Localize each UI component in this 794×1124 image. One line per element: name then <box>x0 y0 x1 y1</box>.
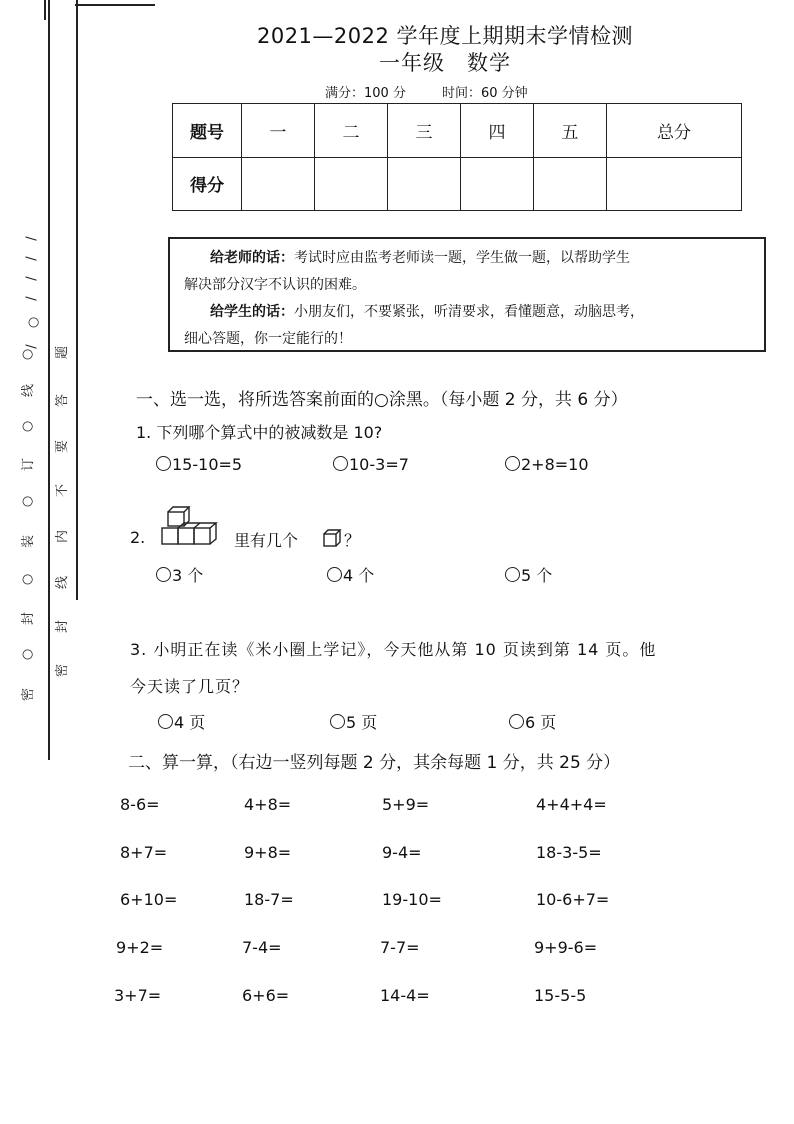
calc-item: 10-6+7= <box>536 890 610 909</box>
q2-option-b[interactable] <box>327 563 374 586</box>
calc-item: 6+10= <box>120 890 178 909</box>
question-2-text-after: ？ <box>344 531 361 550</box>
score-header-cell: 一 <box>242 104 315 158</box>
answer-circle-icon[interactable] <box>505 456 520 471</box>
answer-circle-icon[interactable] <box>505 567 520 582</box>
margin-char: 题 <box>55 345 71 360</box>
q2-option-c[interactable] <box>505 563 552 586</box>
score-blank-cell[interactable] <box>387 157 460 211</box>
calc-item: 9+2= <box>116 938 164 957</box>
score-table <box>172 103 742 211</box>
binding-line-2 <box>48 0 50 760</box>
margin-char: / <box>24 344 40 349</box>
cubes-figure-icon <box>158 506 224 548</box>
q3-option-c[interactable] <box>509 710 556 733</box>
q1-option-a[interactable] <box>156 455 242 474</box>
answer-circle-icon[interactable] <box>156 456 171 471</box>
calc-item: 19-10= <box>382 890 442 909</box>
margin-char: / <box>24 236 40 241</box>
question-2-text <box>234 528 298 551</box>
margin-char: 线 <box>55 575 71 590</box>
calc-item: 5+9= <box>382 795 430 814</box>
section1-heading: 一、选一选，将所选答案前面的○涂黑。（每小题 2 分，共 6 分） <box>136 390 628 410</box>
calc-item: 6+6= <box>242 986 290 1005</box>
score-blank-cell[interactable] <box>314 157 387 211</box>
teacher-note-cont: 解决部分汉字不认识的困难。 <box>184 277 366 293</box>
calc-item: 15-5-5 <box>534 986 587 1005</box>
exam-subtitle <box>0 47 794 77</box>
calc-item: 3+7= <box>114 986 162 1005</box>
full-marks: 满分：100 分 <box>325 86 406 101</box>
margin-char: 线 <box>21 383 37 398</box>
student-note-cont: 细心答题，你一定能行的！ <box>184 331 352 347</box>
option-text: 6 页 <box>525 713 557 732</box>
margin-char: ○ <box>20 495 36 508</box>
teacher-note-label: 给老师的话： <box>210 250 294 266</box>
q1-option-b[interactable] <box>333 455 409 474</box>
option-text: 5 个 <box>521 566 553 585</box>
option-text: 4 页 <box>174 713 206 732</box>
question-2-number: 2. <box>130 528 146 547</box>
q1-option-c[interactable] <box>505 455 589 474</box>
question-3-line2: 今天读了几页？ <box>130 677 250 696</box>
calc-item: 7-7= <box>380 938 420 957</box>
score-table-score-row <box>173 157 742 211</box>
answer-circle-icon[interactable] <box>330 714 345 729</box>
score-blank-cell[interactable] <box>606 157 741 211</box>
answer-circle-icon[interactable] <box>158 714 173 729</box>
notice-box <box>168 237 766 352</box>
margin-char: 密 <box>55 663 71 678</box>
margin-char: ○ <box>20 420 36 433</box>
margin-char: / <box>24 256 40 261</box>
score-header-cell: 三 <box>387 104 460 158</box>
option-text: 10-3=7 <box>349 455 409 474</box>
answer-circle-icon[interactable] <box>327 567 342 582</box>
margin-char: / <box>24 296 40 301</box>
margin-char: ○ <box>20 348 36 361</box>
binding-line-1 <box>44 0 46 20</box>
score-blank-cell[interactable] <box>533 157 606 211</box>
score-header-cell: 总分 <box>606 104 741 158</box>
cube-icon <box>322 528 342 548</box>
margin-char: 密 <box>21 687 37 702</box>
score-header-cell: 五 <box>533 104 606 158</box>
calc-item: 8-6= <box>120 795 160 814</box>
question-2 <box>130 528 145 547</box>
calc-item: 8+7= <box>120 843 168 862</box>
option-text: 4 个 <box>343 566 375 585</box>
calc-item: 18-7= <box>244 890 294 909</box>
question-3-line1: 3. 小明正在读《米小圈上学记》，今天他从第 10 页读到第 14 页。他 <box>130 640 657 659</box>
question-2-text-before: 里有几个 <box>234 531 299 550</box>
margin-char: 答 <box>55 393 71 408</box>
section2-heading: 二、算一算，（右边一竖列每题 2 分，其余每题 1 分，共 25 分） <box>128 753 621 773</box>
question-1: 1. 下列哪个算式中的被减数是 10? <box>136 423 383 442</box>
binding-margin <box>0 0 90 760</box>
student-note-label: 给学生的话： <box>210 304 294 320</box>
margin-char: ○ <box>20 573 36 586</box>
calc-item: 14-4= <box>380 986 430 1005</box>
grade-label: 一年级 <box>379 51 445 75</box>
subject-label: 数学 <box>467 51 511 75</box>
q3-option-b[interactable] <box>330 710 377 733</box>
exam-time: 时间：60 分钟 <box>441 86 528 101</box>
answer-circle-icon[interactable] <box>509 714 524 729</box>
calc-item: 18-3-5= <box>536 843 602 862</box>
calc-item: 7-4= <box>242 938 282 957</box>
option-text: 3 个 <box>172 566 204 585</box>
score-header-cell: 题号 <box>173 104 242 158</box>
binding-line-3 <box>76 0 78 600</box>
answer-circle-icon[interactable] <box>156 567 171 582</box>
margin-char: ○ <box>26 316 42 329</box>
margin-top-rule <box>75 4 155 6</box>
margin-char: 装 <box>21 534 37 549</box>
exam-title: 2021—2022 学年度上期期末学情检测 <box>256 24 634 48</box>
calc-item: 4+8= <box>244 795 292 814</box>
margin-char: 封 <box>21 611 37 626</box>
option-text: 2+8=10 <box>521 455 589 474</box>
q2-option-a[interactable] <box>156 563 203 586</box>
margin-char: 要 <box>55 439 71 454</box>
calc-item: 9-4= <box>382 843 422 862</box>
margin-char: ○ <box>20 648 36 661</box>
score-table-header-row <box>173 104 742 158</box>
margin-char: 封 <box>55 619 71 634</box>
score-blank-cell[interactable] <box>460 157 533 211</box>
calc-item: 9+8= <box>244 843 292 862</box>
score-row-label: 得分 <box>173 157 242 211</box>
teacher-note-text: 考试时应由监考老师读一题，学生做一题，以帮助学生 <box>294 250 630 266</box>
q3-option-a[interactable] <box>158 710 205 733</box>
calc-item: 9+9-6= <box>534 938 598 957</box>
option-text: 15-10=5 <box>172 455 243 474</box>
margin-char: 订 <box>21 457 37 472</box>
margin-char: 内 <box>55 529 71 544</box>
margin-char: / <box>24 276 40 281</box>
student-note <box>184 299 754 326</box>
margin-char: 不 <box>55 483 71 498</box>
exam-meta <box>325 82 528 101</box>
teacher-note <box>184 245 754 272</box>
score-header-cell: 二 <box>314 104 387 158</box>
score-blank-cell[interactable] <box>242 157 315 211</box>
answer-circle-icon[interactable] <box>333 456 348 471</box>
calc-item: 4+4+4= <box>536 795 607 814</box>
student-note-text: 小朋友们，不要紧张，听清要求，看懂题意，动脑思考， <box>294 304 644 320</box>
option-text: 5 页 <box>346 713 378 732</box>
score-header-cell: 四 <box>460 104 533 158</box>
